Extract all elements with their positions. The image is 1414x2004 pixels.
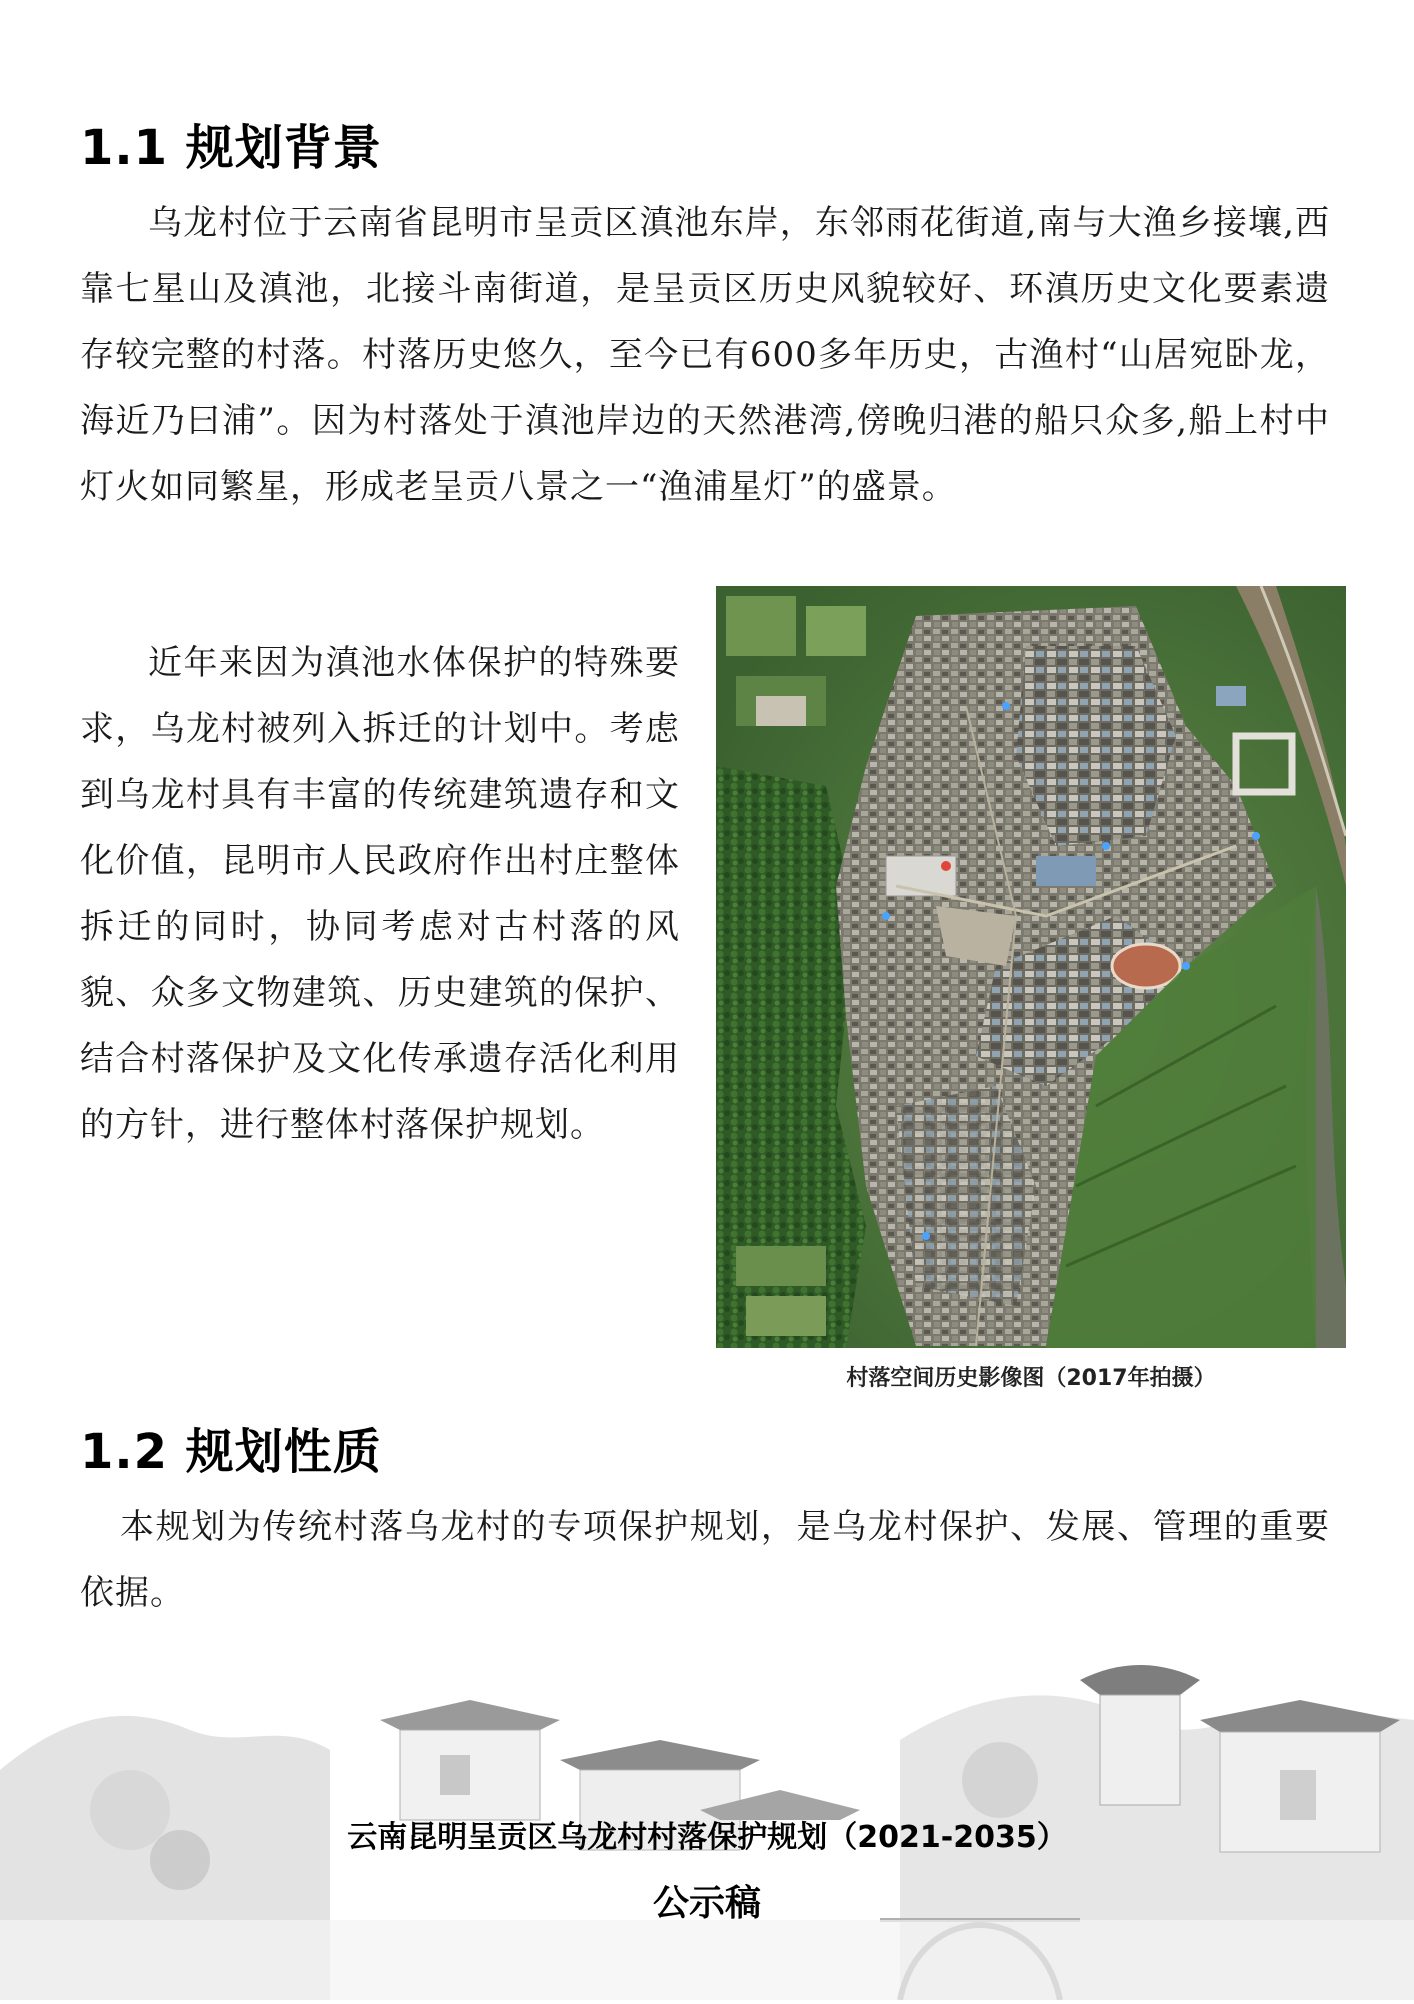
background-paragraph-2: 近年来因为滇池水体保护的特殊要求，乌龙村被列入拆迁的计划中。考虑到乌龙村具有丰富的传统建筑遗存和文化价值，昆明市人民政府作出村庄整体拆迁的同时，协同考虑对古村落的风貌、众多文物建筑、历史建筑的保护、结合村落保护及文化传承遗存活化利用的方针，进行整体村落保护规划。 (80, 643, 680, 1145)
satellite-image (716, 586, 1346, 1348)
satellite-map-graphic (716, 586, 1346, 1348)
background-paragraph-1: 乌龙村位于云南省昆明市呈贡区滇池东岸，东邻雨花街道,南与大渔乡接壤,西靠七星山及滇池，北接斗南街道，是呈贡区历史风貌较好、环滇历史文化要素遗存较完整的村落。村落历史悠久，至今已有600多年历史，古渔村“山居宛卧龙，海近乃曰浦”。因为村落处于滇池岸边的天然港湾,傍晚归港的船只众多,船上村中灯火如同繁星，形成老呈贡八景之一“渔浦星灯”的盛景。 (80, 203, 1330, 507)
section-heading-background: 1.1 规划背景 (80, 120, 382, 176)
document-status: 公示稿 (652, 1883, 761, 1924)
figure-caption: 村落空间历史影像图（2017年拍摄） (846, 1366, 1216, 1391)
nature-paragraph: 本规划为传统村落乌龙村的专项保护规划，是乌龙村保护、发展、管理的重要依据。 (80, 1507, 1330, 1613)
section-heading-nature: 1.2 规划性质 (80, 1424, 382, 1480)
document-title: 云南昆明呈贡区乌龙村村落保护规划（2021-2035） (347, 1820, 1067, 1855)
